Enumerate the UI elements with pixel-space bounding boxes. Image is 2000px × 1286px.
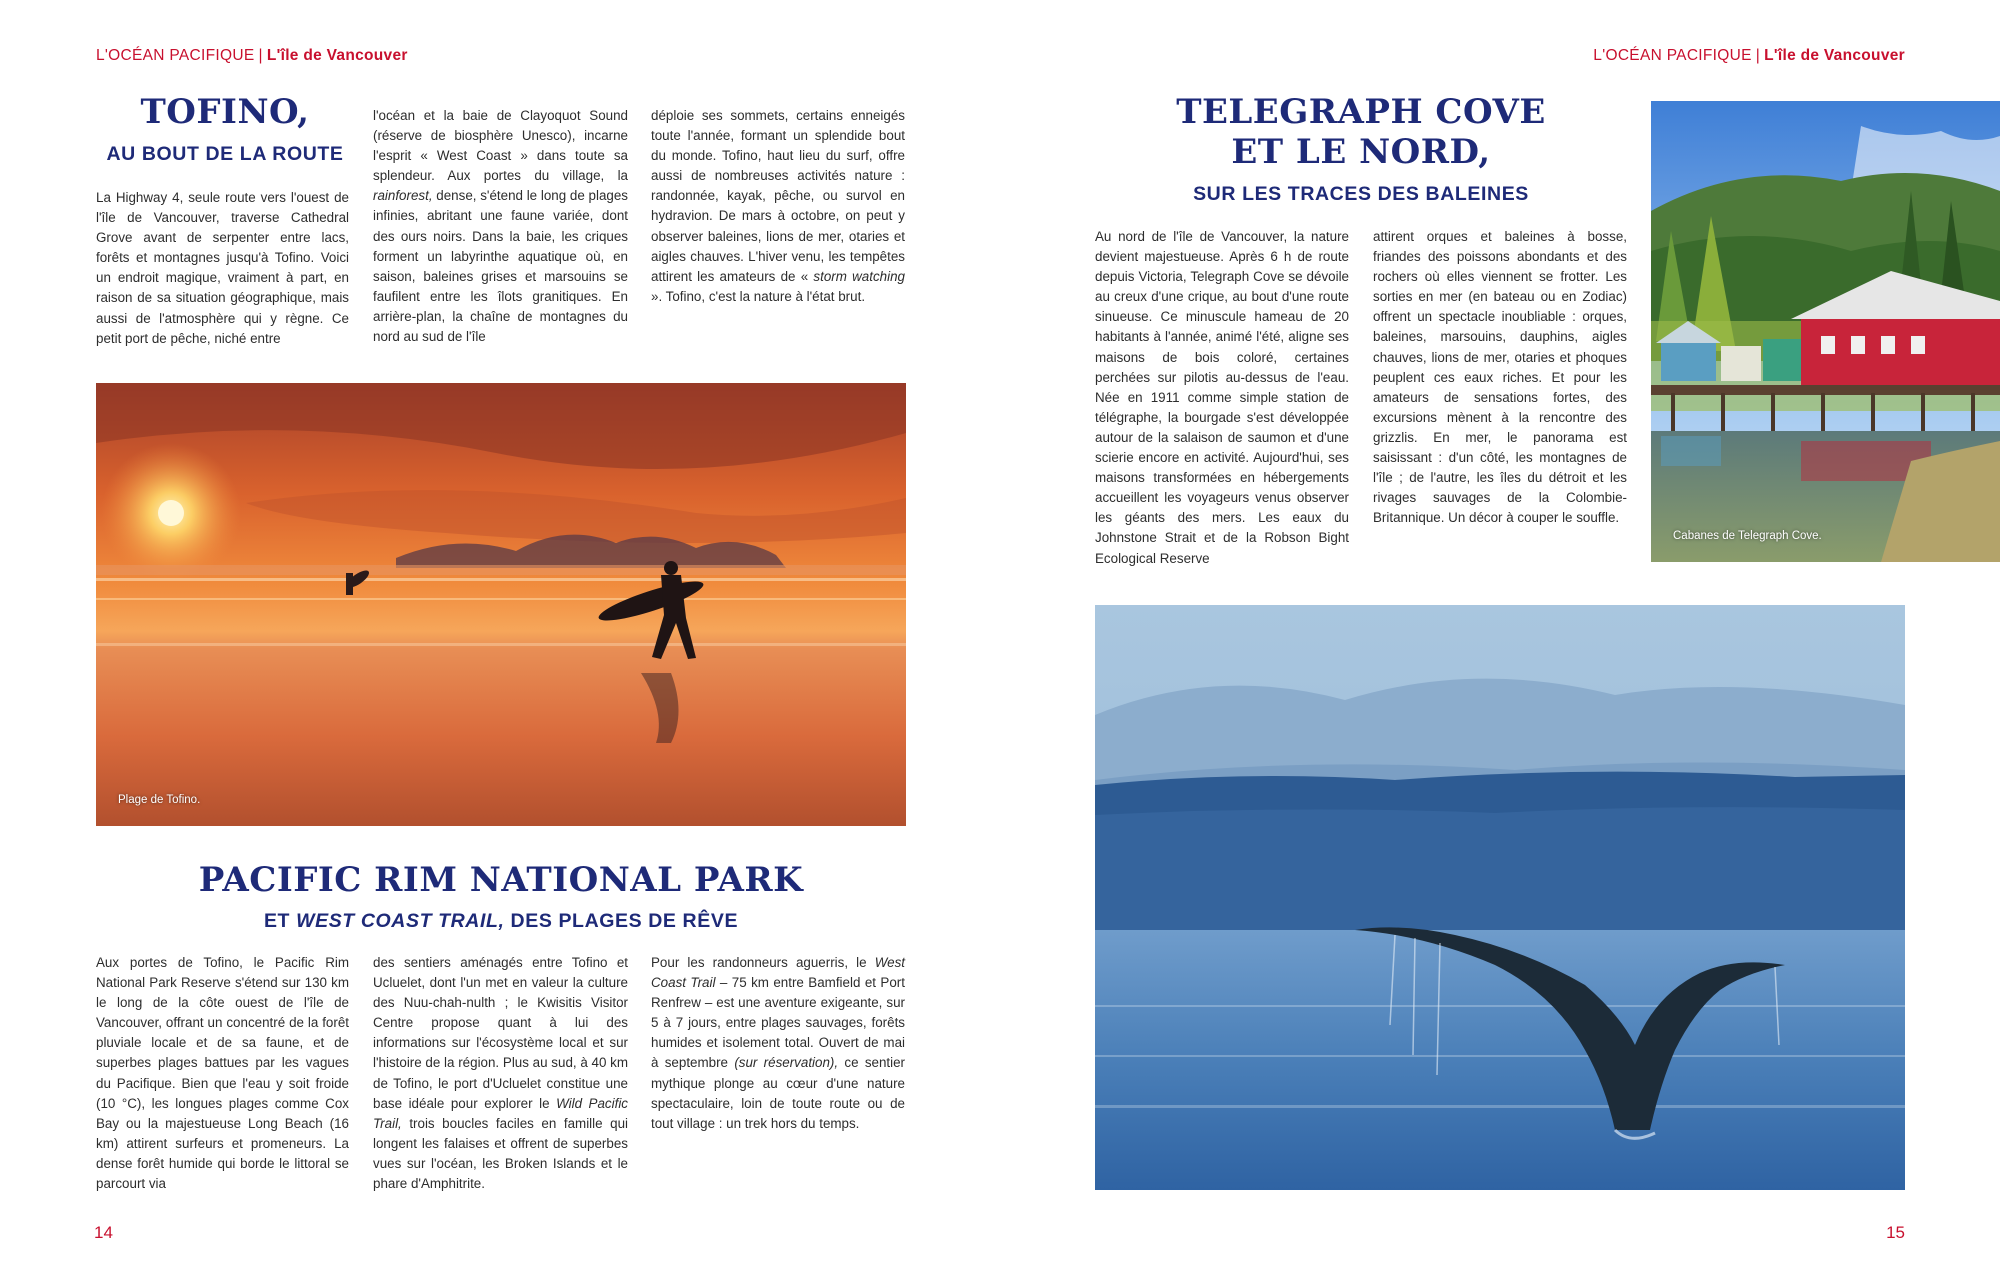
page-number-left: 14 [94,1223,113,1242]
running-head-left [96,47,408,65]
tofino-subtitle: AU BOUT DE LA ROUTE [106,143,344,165]
pacific-rim-column-2: des sentiers aménagés entre Tofino et Ucluelet, dont l'un met en valeur la culture des Nuu-chah-nulth ; le Kwisitis Visitor Centre propose quant à lui des informations sur l'écosystème local et sur l'histoire de la région. Plus au sud, à 40 km de Tofino, le port d'Ucluelet constitue une base idéale pour explorer le Wild Pacific Trail, trois boucles faciles en famille qui longent les falaises et offrent de superbes vues sur l'océan, les Broken Islands et le phare d'Amphitrite. [373,955,628,1192]
running-head-separator: | [258,47,263,64]
tofino-photo-caption: Plage de Tofino. [118,794,201,806]
telegraph-column-1: Au nord de l'île de Vancouver, la nature devient majestueuse. Après 6 h de route depuis Victoria, Telegraph Cove se dévoile au creux d'une crique, au bout d'une route sinueuse. Ce minuscule hameau de 20 habitants à l'année, animé l'été, aligne ses maisons de bois coloré, certaines perchées sur pilotis au-dessus de l'eau. Née en 1911 comme simple station de télégraphe, la bourgade s'est développée autour de la salaison de saumon et d'une scierie encore en activité. Aujourd'hui, ses maisons transformées en hébergements accueillent les voyageurs venus observer les géants des mers. Les eaux du Johnstone Strait et de la Robson Bight Ecological Reserve [1095,229,1349,566]
humpback-whale-image [1095,605,1905,1190]
cabins-image [1651,101,2000,562]
telegraph-column-2: attirent orques et baleines à bosse, friandes des poissons abondants et des rochers où elles viennent se frotter. Les sorties en mer (en bateau ou en Zodiac) offrent un spectacle inoubliable : orques, baleines, marsouins, dauphins, aigles chauves, lions de mer, otaries et phoques peuplent ces eaux riches. Et pour les amateurs de sensations fortes, des excursions mènent à la rencontre des grizzlis. En mer, le panorama est saisissant : d'un côté, les montagnes de l'île ; de l'autre, les îles du détroit et les rivages sauvages de la Colombie-Britannique. Un décor à couper le souffle. [1373,229,1627,526]
running-head-subsection: L'île de Vancouver [266,47,408,64]
telegraph-title: TELEGRAPH COVE ET LE NORD, [1176,92,1546,172]
pacific-rim-column-1: Aux portes de Tofino, le Pacific Rim National Park Reserve s'étend sur 130 km le long de la côte ouest de l'île de Vancouver, offrant un concentré de la forêt pluviale locale et de sa faune, et de superbes plages battues par les vagues du Pacifique. Bien que l'eau y soit froide (10 °C), les longues plages comme Cox Bay ou la majestueuse Long Beach (16 km) attirent surfeurs et promeneurs. La dense forêt humide qui borde le littoral se parcourt via [96,955,349,1192]
tofino-column-1: La Highway 4, seule route vers l'ouest de l'île de Vancouver, traverse Cathedral Grove avant de serpenter entre lacs, forêts et montagnes jusqu'à Tofino. Voici un endroit magique, vraiment à part, en raison de sa situation géographique, mais aussi de l'atmosphère qui y règne. Ce petit port de pêche, niché entre [96,190,349,346]
tofino-title: TOFINO, [140,92,310,132]
pacific-rim-subtitle: ET WEST COAST TRAIL, DES PLAGES DE RÊVE [263,910,739,932]
telegraph-cove-photo [1651,101,2000,562]
running-head-separator: | [1755,47,1761,64]
pacific-rim-column-3: Pour les randonneurs aguerris, le West Coast Trail – 75 km entre Bamfield et Port Renfrew – est une aventure exigeante, sur 5 à 7 jours, entre plages sauvages, forêts humides et isolement total. Ouvert de mai à septembre (sur réservation), ce sentier mythique plonge au cœur d'une nature spectaculaire, loin de toute route ou de tout village : un trek hors du temps. [651,955,906,1131]
telegraph-subtitle: SUR LES TRACES DES BALEINES [1193,183,1529,205]
tofino-column-2: l'océan et la baie de Clayoquot Sound (réserve de biosphère Unesco), incarne l'esprit « West Coast » dans toute sa splendeur. Aux portes du village, la rainforest, dense, s'étend le long de plages infinies, abritant une faune variée, dont des ours noirs. Dans la baie, les criques forment un labyrinthe aquatique où, en saison, baleines grises et marsouins se faufilent entre les îlots granitiques. En arrière-plan, la chaîne de montagnes du nord au sud de l'île [373,108,628,345]
page-number-right: 15 [1886,1223,1905,1242]
whale-tail-photo [1095,605,1905,1190]
tofino-beach-photo [96,383,906,826]
running-head-subsection: L'île de Vancouver [1764,47,1905,64]
tofino-column-3: déploie ses sommets, certains enneigés toute l'année, formant un splendide bout du monde. Tofino, haut lieu du surf, offre aussi de nombreuses activités nature : randonnée, kayak, pêche, ou survol en hydravion. De mars à octobre, on peut y observer baleines, lions de mer, otaries et aigles chauves. L'hiver venu, les tempêtes attirent les amateurs de « storm watching ». Tofino, c'est la nature à l'état brut. [651,108,905,304]
surfer-sunset-image [96,383,906,826]
running-head-right [1593,47,1905,65]
running-head-section: L'OCÉAN PACIFIQUE [96,47,255,64]
running-head-section: L'OCÉAN PACIFIQUE [1593,47,1752,64]
telegraph-photo-caption: Cabanes de Telegraph Cove. [1673,530,1822,542]
pacific-rim-title: PACIFIC RIM NATIONAL PARK [198,860,804,900]
